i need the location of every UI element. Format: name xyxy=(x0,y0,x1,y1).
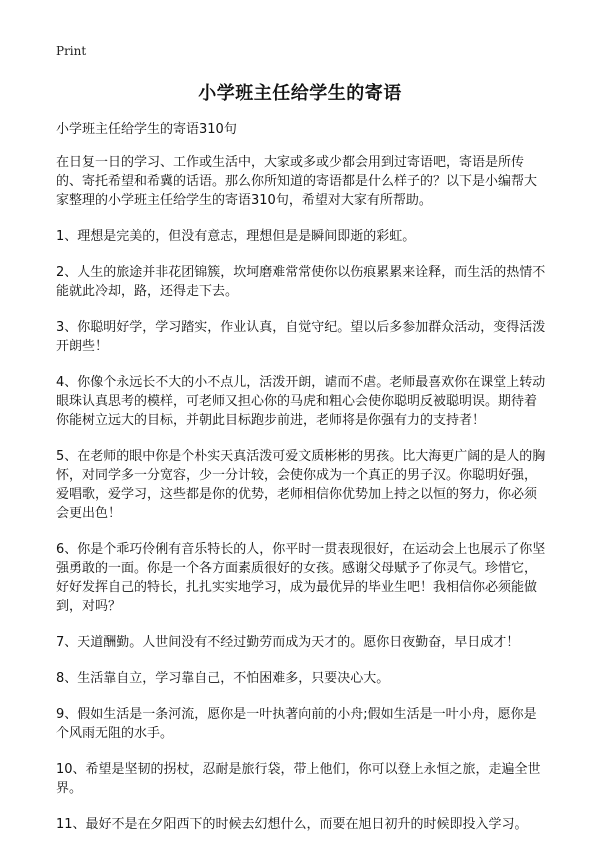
article-intro: 在日复一日的学习、工作或生活中，大家或多或少都会用到过寄语吧，寄语是所传的、寄托希望和希冀的话语。那么你所知道的寄语都是什么样子的？以下是小编帮大家整理的小学班主任给学生的寄语310句，希望对大家有所帮助。 xyxy=(56,155,538,208)
list-item: 5、在老师的眼中你是个朴实天真活泼可爱文质彬彬的男孩。比大海更广阔的是人的胸怀，对同学多一分宽容，少一分计较，会使你成为一个真正的男子汉。你聪明好强，爱唱歌，爱学习，这些都是你的优势，老师相信你优势加上持之以恒的努力，你必须会更出色！ xyxy=(56,449,546,521)
list-item: 2、人生的旅途并非花团锦簇，坎坷磨难常常使你以伤痕累累来诠释，而生活的热情不能就此冷却，路，还得走下去。 xyxy=(56,265,546,299)
list-item: 1、理想是完美的，但没有意志，理想但是是瞬间即逝的彩虹。 xyxy=(56,229,416,244)
list-item: 4、你像个永远长不大的小不点儿，活泼开朗，谑而不虐。老师最喜欢你在课堂上转动眼珠认真思考的模样，可老师又担心你的马虎和粗心会使你聪明反被聪明误。期待着你能树立远大的目标，并朝此目标跑步前进，老师将是你强有力的支持者！ xyxy=(56,375,546,428)
list-item: 11、最好不是在夕阳西下的时候去幻想什么，而要在旭日初升的时候即投入学习。 xyxy=(56,817,528,832)
list-item: 7、天道酬勤。人世间没有不经过勤劳而成为天才的。愿你日夜勤奋，早日成才！ xyxy=(56,635,520,650)
page-title: 小学班主任给学生的寄语 xyxy=(198,83,402,104)
list-item: 10、希望是坚韧的拐杖，忍耐是旅行袋，带上他们，你可以登上永恒之旅，走遍全世界。 xyxy=(56,762,541,796)
list-item: 6、你是个乖巧伶俐有音乐特长的人，你平时一贯表现很好，在运动会上也展示了你坚强勇敢的一面。你是一个各方面素质很好的女孩。感谢父母赋予了你灵气。珍惜它，好好发挥自己的特长，扎扎实实地学习，成为最优异的毕业生吧！我相信你必须能做到，对吗？ xyxy=(56,542,546,614)
article-body xyxy=(56,120,546,851)
list-item: 9、假如生活是一条河流，愿你是一叶执著向前的小舟;假如生活是一叶小舟，愿你是个风雨无阻的水手。 xyxy=(56,707,537,741)
print-link[interactable]: Print xyxy=(56,44,87,58)
article-subtitle: 小学班主任给学生的寄语310句 xyxy=(56,122,237,137)
list-item: 8、生活靠自立，学习靠自己，不怕困难多，只要决心大。 xyxy=(56,671,390,686)
list-item: 3、你聪明好学，学习踏实，作业认真，自觉守纪。望以后多参加群众活动，变得活泼开朗些！ xyxy=(56,320,546,354)
